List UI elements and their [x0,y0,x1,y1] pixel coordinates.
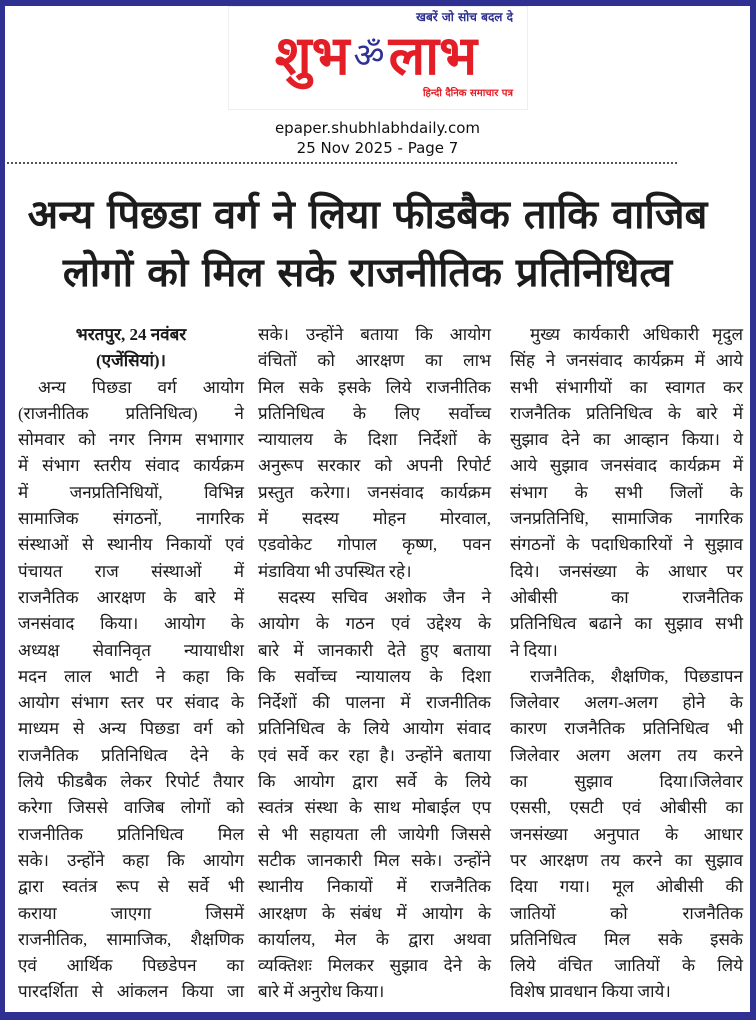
text-line: द्वारा स्वतंत्र रूप से सर्वे भी [18,877,244,897]
text-line: एडवोकेट गोपाल कृष्ण, पवन [258,535,491,555]
text-line: कारण राजनैतिक प्रतिनिधित्व भी [510,719,743,739]
text-line: जनप्रतिनिधि, सामाजिक नागरिक [510,509,743,529]
text-line: पारदर्शिता से आंकलन किया जा [18,982,244,1002]
text-line: प्रस्तुत करेगा। जनसंवाद कार्यक्रम [258,482,491,502]
text-line: निर्देशों की पालना में राजनीतिक [258,693,491,713]
text-line: जिलेवार अलग अलग तय करने [510,745,743,765]
text-line: से भी सहायता ली जायेगी जिससे [258,824,491,844]
logo-word-2: लाभ [388,24,478,87]
dotted-separator [7,162,677,164]
text-line: राजनैतिक प्रतिनिधित्व देने के [18,745,244,765]
text-line: सके। उन्होंने कहा कि आयोग [18,850,244,870]
newspaper-logo [228,6,528,110]
text-line: आरक्षण के संबंध में आयोग के [258,903,491,923]
text-line: कि आयोग द्वारा सर्वे के लिये [258,772,491,792]
text-line: कराया जाएगा जिसमें [18,903,244,923]
text-line: ने दिया। [510,640,558,660]
text-line: सामाजिक संगठनों, नागरिक [18,509,244,529]
text-line: कार्यालय, मेल के द्वारा अथवा [258,929,491,949]
text-line: प्रतिनिधित्व मिल सके इसके [510,929,743,949]
text-line: दिया गया। मूल ओबीसी की [510,877,743,897]
text-line: प्रतिनिधित्व के लिये आयोग संवाद [258,719,491,739]
text-line: दिये। जनसंख्या के आधार पर [510,561,743,581]
text-line: व्यक्तिशः मिलकर सुझाव देने के [258,956,491,976]
text-line: पर आरक्षण तय करने का सुझाव [510,850,743,870]
text-line: प्रतिनिधित्व के लिए सर्वोच्च [258,403,491,423]
article-paragraph [510,322,743,664]
text-line: आयोग के गठन एवं उद्देश्य के [258,614,491,634]
text-line: लिये फीडबैक लेकर रिपोर्ट तैयार [18,772,244,792]
dateline: भरतपुर, 24 नवंबर [75,325,187,344]
logo-word-1: शुभ [274,24,350,87]
text-line: वंचितों को आरक्षण का लाभ [258,351,491,371]
text-line: में जनप्रतिनिधियों, विभिन्न [18,482,244,502]
text-line: में सदस्य मोहन मोरवाल, [258,509,491,529]
article-paragraph [258,585,491,1006]
article-column-2 [258,322,491,1006]
article-paragraph [510,664,743,1006]
text-line: मदन लाल भाटी ने कहा कि [18,666,244,686]
text-line: मंडाविया भी उपस्थित रहे। [258,561,412,581]
text-line: राजनैतिक आरक्षण के बारे में [18,587,244,607]
text-line: जातियों को राजनैतिक [510,903,743,923]
text-line: प्रतिनिधित्व बढाने का सुझाव सभी [510,614,743,634]
headline-line: लोगों को मिल सके राजनीतिक प्रतिनिधित्व [62,250,673,296]
text-line: अन्य पिछडा वर्ग आयोग [38,377,244,397]
article-column-1 [18,322,244,1006]
text-line: राजनैतिक प्रतिनिधित्व के बारे में [510,403,743,423]
text-line: सिंह ने जनसंवाद कार्यक्रम में आये [510,351,743,371]
text-line: बारे में अनुरोध किया। [258,982,385,1002]
text-line: सभी संभागीयों का स्वागत कर [510,377,743,397]
logo-tagline: खबरें जो सोच बदल दे [416,10,513,24]
text-line: माध्यम से अन्य पिछडा वर्ग को [18,719,244,739]
text-line: संभाग के सभी जिलों के [510,482,743,502]
article-paragraph [18,375,244,1006]
logo-wordmark [239,25,513,87]
text-line: सटीक जानकारी मिल सके। उन्होंने [258,850,491,870]
text-line: लिये वंचित जातियों के लिये [510,956,743,976]
text-line: (राजनीतिक प्रतिनिधित्व) ने [18,403,244,423]
text-line: एवं सर्वे कर रहा है। उन्होंने बताया [258,745,491,765]
text-line: सुझाव देने का आव्हान किया। ये [510,430,743,450]
text-line: पंचायत राज संस्थाओं में [18,561,244,581]
article-column-3 [510,322,743,1006]
logo-subtitle: हिन्दी दैनिक समाचार पत्र [422,88,513,99]
source-info [5,118,750,158]
text-line: मुख्य कार्यकारी अधिकारी मृदुल [530,325,743,344]
article-paragraph [258,322,491,585]
text-line: जनसंख्या अनुपात के आधार [510,824,743,844]
text-line: कि सर्वोच्च न्यायालय के दिशा [258,666,491,686]
dateline: (एजेंसियां)। [96,351,166,371]
date-page: 25 Nov 2025 - Page 7 [296,139,459,157]
text-line: न्यायालय के दिशा निर्देशों के [258,430,491,450]
text-line: विशेष प्रावधान किया जाये। [510,982,671,1002]
text-line: का सुझाव दिया।जिलेवार [510,772,743,792]
text-line: अध्यक्ष सेवानिवृत न्यायाधीश [18,640,244,660]
text-line: में संभाग स्तरीय संवाद कार्यक्रम [18,456,244,476]
text-line: राजनैतिक, शैक्षणिक, पिछडापन [530,666,743,686]
text-line: आये सुझाव जनसंवाद कार्यक्रम में [510,456,743,476]
text-line: राजनीतिक, सामाजिक, शैक्षणिक [18,929,244,949]
ganesha-icon: ॐ [353,36,385,76]
text-line: सोमवार को नगर निगम सभागार [18,430,244,450]
text-line: राजनीतिक प्रतिनिधित्व मिल [18,824,244,844]
text-line: अनुरूप सरकार को अपनी रिपोर्ट [258,456,491,476]
text-line: स्थानीय निकायों में राजनैतिक [258,877,491,897]
article-headline [5,186,730,302]
text-line: मिल सके इसके लिये राजनीतिक [258,377,491,397]
text-line: जिलेवार अलग-अलग होने के [510,693,743,713]
source-url: epaper.shubhlabhdaily.com [274,119,481,137]
text-line: एवं आर्थिक पिछडेपन का [18,956,244,976]
headline-line: अन्य पिछडा वर्ग ने लिया फीडबैक ताकि वाजिब [27,192,708,238]
text-line: आयोग संभाग स्तर पर संवाद के [18,693,244,713]
text-line: बारे में जानकारी देते हुए बताया [258,640,491,660]
text-line: सदस्य सचिव अशोक जैन ने [278,587,491,607]
text-line: संगठनों के पदाधिकारियों ने सुझाव [510,535,743,555]
text-line: ओबीसी का राजनैतिक [510,587,743,607]
text-line: एससी, एसटी एवं ओबीसी का [510,798,743,818]
text-line: सके। उन्होंने बताया कि आयोग [258,325,491,344]
text-line: संस्थाओं से स्थानीय निकायों एवं [18,535,244,555]
text-line: करेगा जिससे वाजिब लोगों को [18,798,244,818]
newspaper-page [5,6,750,1012]
text-line: स्वतंत्र संस्था के साथ मोबाईल एप [258,798,491,818]
text-line: जनसंवाद किया। आयोग के [18,614,244,634]
